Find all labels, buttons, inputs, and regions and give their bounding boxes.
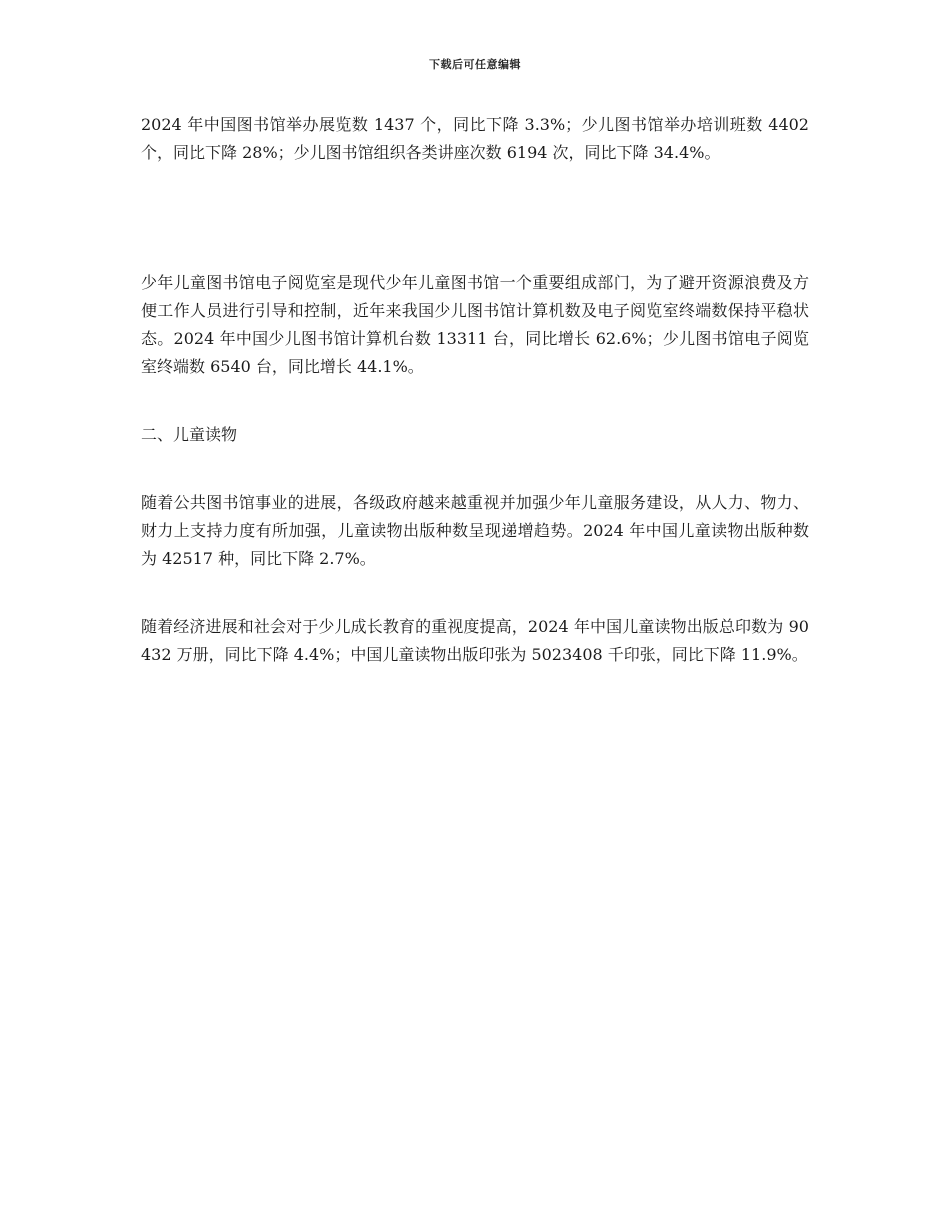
paragraph-publishing-titles: 随着公共图书馆事业的进展，各级政府越来越重视并加强少年儿童服务建设，从人力、物力、财力上支持力度有所加强，儿童读物出版种数呈现递增趋势。2024 年中国儿童读物出版种数为 42517 种，同比下降 2.7%。 bbox=[141, 493, 809, 568]
section-heading-children-books: 二、儿童读物 bbox=[141, 425, 238, 444]
paragraph-print-volume: 随着经济进展和社会对于少儿成长教育的重视度提高，2024 年中国儿童读物出版总印数为 90432 万册，同比下降 4.4%；中国儿童读物出版印张为 5023408 千印张，同比下降 11.9%。 bbox=[141, 617, 809, 664]
paragraph-e-reading-room: 少年儿童图书馆电子阅览室是现代少年儿童图书馆一个重要组成部门，为了避开资源浪费及方便工作人员进行引导和控制，近年来我国少儿图书馆计算机数及电子阅览室终端数保持平稳状态。2024 年中国少儿图书馆计算机台数 13311 台，同比增长 62.6%；少儿图书馆电子阅览室终端数 6540 台，同比增长 44.1%。 bbox=[141, 273, 809, 376]
document-body bbox=[141, 111, 809, 709]
page-header: 下载后可任意编辑 bbox=[429, 58, 521, 71]
paragraph-exhibitions: 2024 年中国图书馆举办展览数 1437 个，同比下降 3.3%；少儿图书馆举办培训班数 4402 个，同比下降 28%；少儿图书馆组织各类讲座次数 6194 次，同比下降 34.4%。 bbox=[141, 115, 809, 162]
